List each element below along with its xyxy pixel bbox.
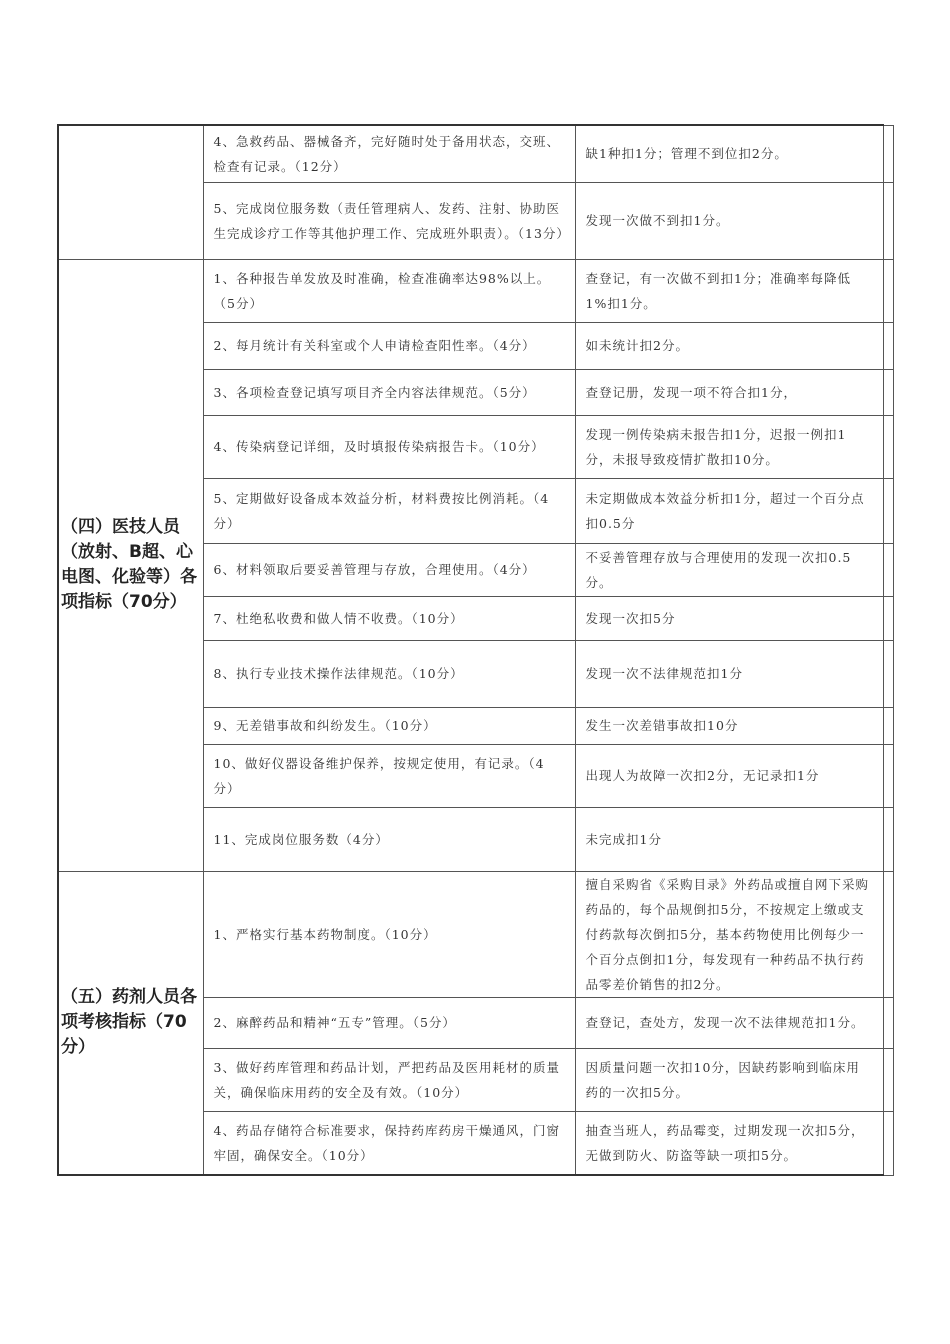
deduction-rule-cell: 发现一次做不到扣1分。 [575, 182, 883, 259]
criterion-cell: 11、完成岗位服务数（4分） [203, 807, 575, 871]
deduction-rule-cell: 发生一次差错事故扣10分 [575, 707, 883, 744]
right-margin-cell [883, 415, 893, 478]
criterion-cell: 3、各项检查登记填写项目齐全内容法律规范。（5分） [203, 369, 575, 415]
criterion-cell: 4、药品存储符合标准要求，保持药库药房干燥通风，门窗牢固，确保安全。（10分） [203, 1111, 575, 1175]
deduction-rule-cell: 发现一例传染病未报告扣1分，迟报一例扣1分，未报导致疫情扩散扣10分。 [575, 415, 883, 478]
criterion-cell: 1、各种报告单发放及时准确，检查准确率达98%以上。（5分） [203, 259, 575, 322]
deduction-rule-cell: 出现人为故障一次扣2分，无记录扣1分 [575, 744, 883, 807]
deduction-rule-cell: 发现一次扣5分 [575, 596, 883, 640]
criterion-cell: 10、做好仪器设备维护保养，按规定使用，有记录。（4分） [203, 744, 575, 807]
table-row [58, 259, 893, 322]
table-row [58, 871, 893, 997]
deduction-rule-cell: 查登记册，发现一项不符合扣1分， [575, 369, 883, 415]
right-margin-cell [883, 259, 893, 322]
right-margin-cell [883, 182, 893, 259]
criterion-cell: 4、急救药品、器械备齐，完好随时处于备用状态，交班、检查有记录。（12分） [203, 125, 575, 182]
right-margin-cell [883, 640, 893, 707]
deduction-rule-cell: 未定期做成本效益分析扣1分，超过一个百分点扣0.5分 [575, 478, 883, 543]
deduction-rule-cell: 未完成扣1分 [575, 807, 883, 871]
criterion-cell: 5、完成岗位服务数（责任管理病人、发药、注射、协助医生完成诊疗工作等其他护理工作、完成班外职责）。（13分） [203, 182, 575, 259]
right-margin-cell [883, 707, 893, 744]
right-margin-cell [883, 744, 893, 807]
table-row [58, 125, 893, 182]
right-margin-cell [883, 807, 893, 871]
criterion-cell: 8、执行专业技术操作法律规范。（10分） [203, 640, 575, 707]
right-margin-cell [883, 369, 893, 415]
criterion-cell: 3、做好药库管理和药品计划，严把药品及医用耗材的质量关，确保临床用药的安全及有效。（10分） [203, 1048, 575, 1111]
criterion-cell: 2、每月统计有关科室或个人申请检查阳性率。（4分） [203, 322, 575, 369]
right-margin-cell [883, 871, 893, 997]
deduction-rule-cell: 不妥善管理存放与合理使用的发现一次扣0.5分。 [575, 543, 883, 596]
criterion-cell: 4、传染病登记详细，及时填报传染病报告卡。（10分） [203, 415, 575, 478]
right-margin-cell [883, 596, 893, 640]
criterion-cell: 7、杜绝私收费和做人情不收费。（10分） [203, 596, 575, 640]
criterion-cell: 2、麻醉药品和精神“五专”管理。（5分） [203, 997, 575, 1048]
criterion-cell: 6、材料领取后要妥善管理与存放，合理使用。（4分） [203, 543, 575, 596]
right-margin-cell [883, 997, 893, 1048]
deduction-rule-cell: 擅自采购省《采购目录》外药品或擅自网下采购药品的，每个品规倒扣5分，不按规定上缴或支付药款每次倒扣5分，基本药物使用比例每少一个百分点倒扣1分，每发现有一种药品不执行药品零差价销售的扣2分。 [575, 871, 883, 997]
deduction-rule-cell: 因质量问题一次扣10分，因缺药影响到临床用药的一次扣5分。 [575, 1048, 883, 1111]
criterion-cell: 5、定期做好设备成本效益分析，材料费按比例消耗。（4分） [203, 478, 575, 543]
deduction-rule-cell: 如未统计扣2分。 [575, 322, 883, 369]
criterion-cell: 9、无差错事故和纠纷发生。（10分） [203, 707, 575, 744]
right-margin-cell [883, 543, 893, 596]
category-cell-continued [58, 125, 203, 259]
right-margin-cell [883, 322, 893, 369]
assessment-table [57, 124, 894, 1176]
category-cell-pharmacy: （五）药剂人员各项考核指标（70分） [58, 871, 203, 1175]
deduction-rule-cell: 缺1种扣1分；管理不到位扣2分。 [575, 125, 883, 182]
deduction-rule-cell: 发现一次不法律规范扣1分 [575, 640, 883, 707]
right-margin-cell [883, 125, 893, 182]
right-margin-cell [883, 1048, 893, 1111]
deduction-rule-cell: 查登记，有一次做不到扣1分；准确率每降低1%扣1分。 [575, 259, 883, 322]
category-cell-medical-tech: （四）医技人员（放射、B超、心电图、化验等）各项指标（70分） [58, 259, 203, 871]
right-margin-cell [883, 1111, 893, 1175]
deduction-rule-cell: 查登记，查处方，发现一次不法律规范扣1分。 [575, 997, 883, 1048]
deduction-rule-cell: 抽查当班人，药品霉变，过期发现一次扣5分，无做到防火、防盗等缺一项扣5分。 [575, 1111, 883, 1175]
criterion-cell: 1、严格实行基本药物制度。（10分） [203, 871, 575, 997]
right-margin-cell [883, 478, 893, 543]
